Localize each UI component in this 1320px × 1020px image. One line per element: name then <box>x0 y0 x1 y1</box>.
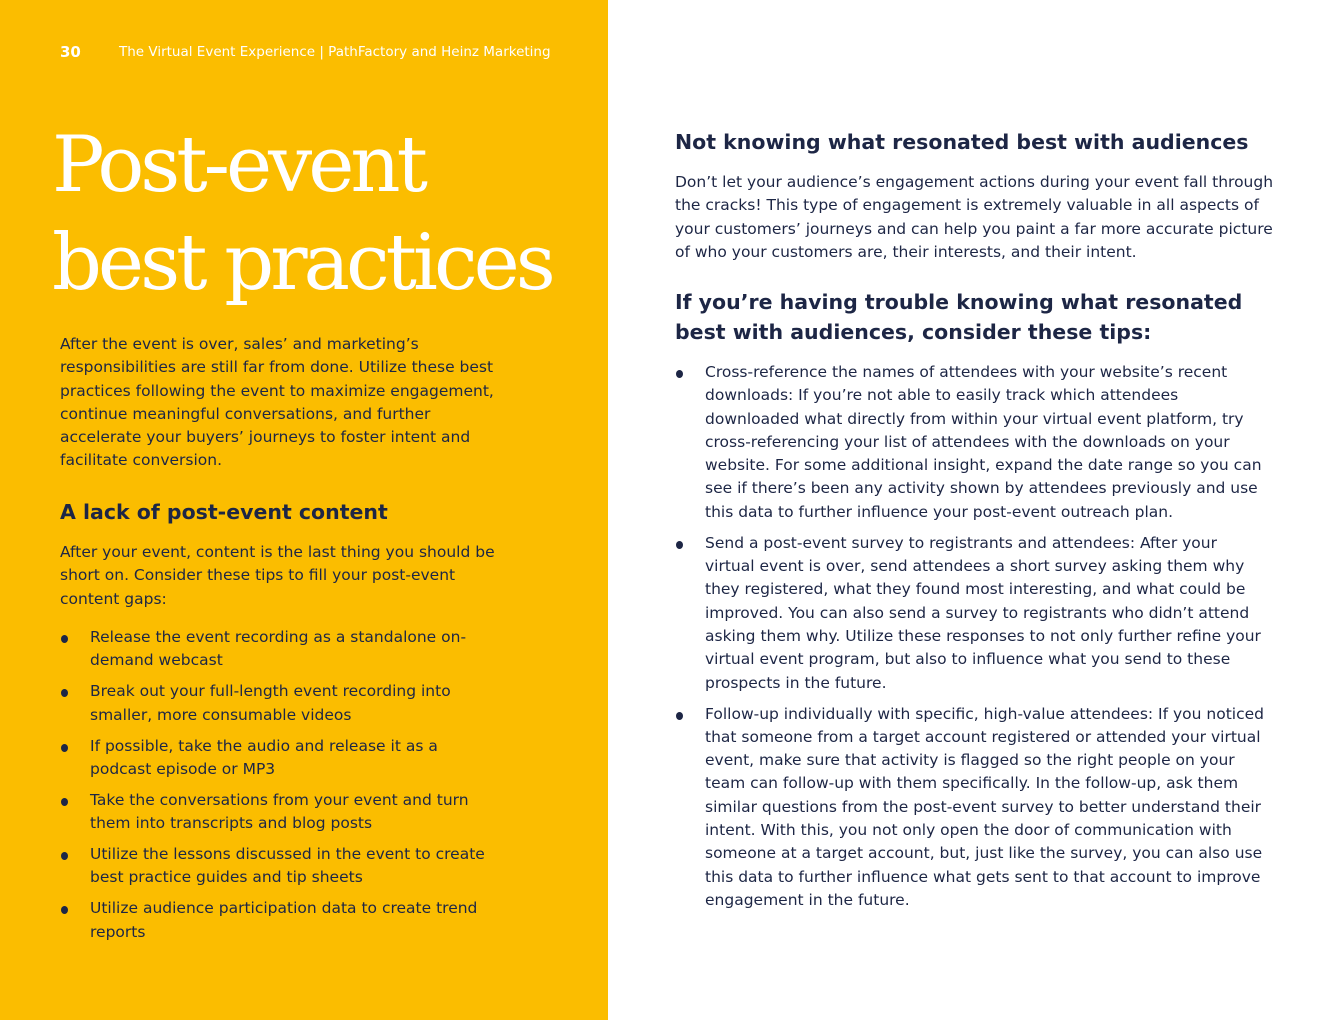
section-heading-resonated: Not knowing what resonated best with audiences <box>675 130 1249 154</box>
list-item-text: Utilize the lessons discussed in the event to create best practice guides and tip sheets <box>90 845 485 887</box>
resonated-tips-list <box>675 361 1265 920</box>
page-number: 30 <box>60 43 81 61</box>
list-item <box>675 361 1265 524</box>
list-item <box>675 532 1265 695</box>
content-tips-list <box>60 626 500 952</box>
section-heading-tips: If you’re having trouble knowing what resonated best with audiences, consider these tips: <box>675 290 1243 344</box>
bullet-icon <box>61 744 68 752</box>
list-item <box>60 897 500 944</box>
list-item-text: Utilize audience participation data to create trend reports <box>90 899 478 941</box>
bullet-icon <box>61 798 68 806</box>
left-panel <box>0 0 608 1020</box>
list-item-text: If possible, take the audio and release it as a podcast episode or MP3 <box>90 736 438 778</box>
section-paragraph-resonated: Don’t let your audience’s engagement actions during your event fall through the cracks! This type of engagement is extremely valuable in all aspects of your customers’ journeys and can help you paint a far more accurate picture of who your customers are, their interests, and their intent. <box>675 173 1274 261</box>
bullet-icon <box>61 689 68 697</box>
intro-paragraph: After the event is over, sales’ and marketing’s responsibilities are still far from done. Utilize these best practices following the event to maximize engagement, continue meaningful conversations, and further accelerate your buyers’ journeys to foster intent and facilitate conversion. <box>60 335 494 470</box>
list-item-text: Break out your full-length event recording into smaller, more consumable videos <box>90 682 451 724</box>
list-item-text: Release the event recording as a standalone on-demand webcast <box>90 628 467 670</box>
page-title-line-2: best practices <box>52 218 552 308</box>
page-title-line-1: Post-event <box>52 120 424 210</box>
bullet-icon <box>61 906 68 914</box>
list-item <box>60 789 500 836</box>
list-item <box>60 735 500 782</box>
bullet-icon <box>61 635 68 643</box>
running-header: The Virtual Event Experience | PathFactory and Heinz Marketing <box>119 44 551 60</box>
page-title <box>52 116 552 312</box>
bullet-icon <box>676 541 683 549</box>
list-item <box>60 626 500 673</box>
list-item-text: Send a post-event survey to registrants and attendees: After your virtual event is over, send attendees a short survey asking them why they registered, what they found most interesting, and what could be improved. You can also send a survey to registrants who didn’t attend asking them why. Utilize these responses to not only further refine your virtual event program, but also to influence what you send to these prospects in the future. <box>705 533 1261 692</box>
list-item-text: Follow-up individually with specific, high-value attendees: If you noticed that someone from a target account registered or attended your virtual event, make sure that activity is flagged so the right people on your team can follow-up with them specifically. In the follow-up, ask them similar questions from the post-event survey to better understand their intent. With this, you not only open the door of communication with someone at a target account, but, just like the survey, you can also use this data to further influence what gets sent to that account to improve engagement in the future. <box>705 704 1264 909</box>
list-item <box>60 680 500 727</box>
list-item-text: Take the conversations from your event and turn them into transcripts and blog posts <box>90 790 469 833</box>
bullet-icon <box>61 852 68 860</box>
list-item <box>675 703 1265 913</box>
section-heading-post-event-content: A lack of post-event content <box>60 500 388 524</box>
section-paragraph-post-event-content: After your event, content is the last thing you should be short on. Consider these tips to fill your post-event content gaps: <box>60 543 495 608</box>
list-item-text: Cross-reference the names of attendees with your website’s recent downloads: If you’re not able to easily track which attendees downloaded what directly from within your virtual event platform, try cross-referencing your list of attendees with the downloads on your website. For some additional insight, expand the date range so you can see if there’s been any activity shown by attendees previously and use this data to further influence your post-event outreach plan. <box>705 363 1262 521</box>
list-item <box>60 843 500 890</box>
bullet-icon <box>676 712 683 720</box>
bullet-icon <box>676 370 683 378</box>
